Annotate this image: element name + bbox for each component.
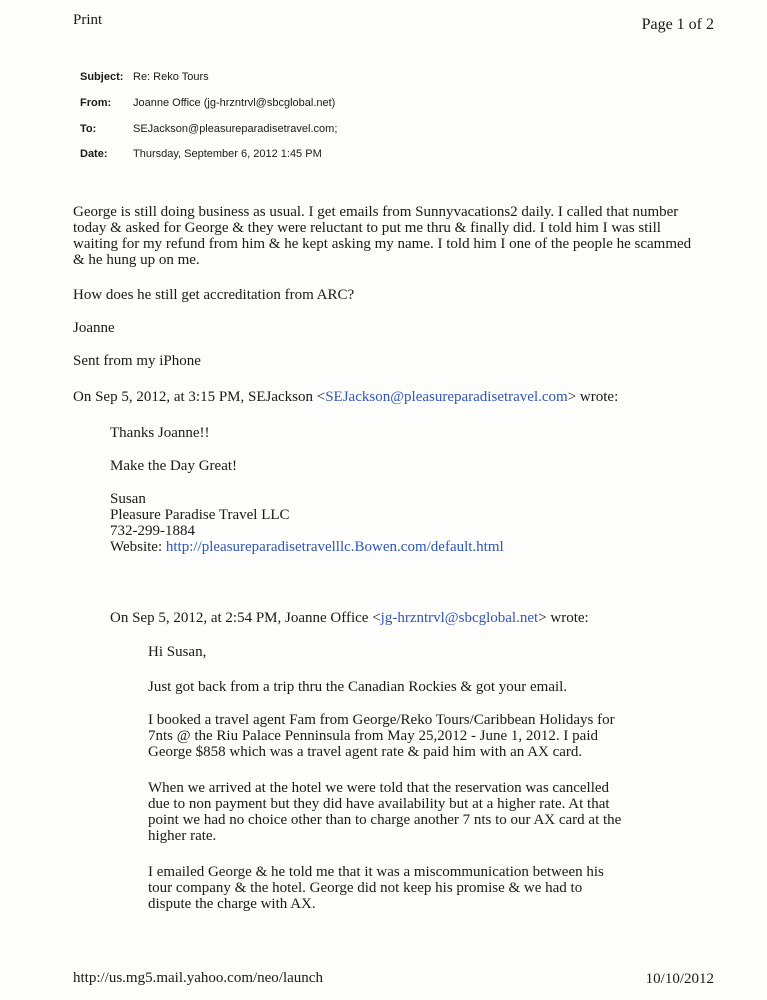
text-line: today & asked for George & they were reluctant to put me thru & finally did. I told him I was still (73, 220, 661, 236)
quote2-intro-post: > wrote: (538, 610, 589, 626)
message-signature: Joanne (73, 320, 115, 336)
sig-website-label: Website: (110, 539, 166, 555)
quote2-paragraph-3 (148, 780, 767, 844)
footer-date: 10/10/2012 (645, 971, 714, 987)
text-line: higher rate. (148, 828, 217, 844)
quote2-paragraph-2 (148, 712, 767, 760)
from-value: Joanne Office (jg-hrzntrvl@sbcglobal.net) (133, 97, 336, 109)
date-value: Thursday, September 6, 2012 1:45 PM (133, 148, 322, 160)
quote1-signature (110, 491, 750, 555)
sig-website-row (110, 539, 750, 555)
sig-phone: 732-299-1884 (110, 523, 195, 539)
text-line: point we had no choice other than to charge another 7 nts to our AX card at the (148, 812, 622, 828)
text-line: dispute the charge with AX. (148, 896, 316, 912)
date-label: Date: (80, 148, 108, 160)
quote2-intro-pre: On Sep 5, 2012, at 2:54 PM, Joanne Office < (110, 610, 381, 626)
subject-label: Subject: (80, 71, 124, 83)
message-paragraph-2: How does he still get accreditation from ARC? (73, 287, 355, 303)
quote2-email-link[interactable]: jg-hrzntrvl@sbcglobal.net (380, 610, 539, 626)
sig-company: Pleasure Paradise Travel LLC (110, 507, 290, 523)
page-count: Page 1 of 2 (641, 16, 714, 33)
print-label: Print (73, 12, 103, 28)
text-line: due to non payment but they did have availability but at a higher rate. At that (148, 796, 610, 812)
quote2-intro (110, 610, 750, 626)
quote2-greeting: Hi Susan, (148, 644, 207, 660)
to-label: To: (80, 123, 97, 135)
text-line: I emailed George & he told me that it was a miscommunication between his (148, 864, 604, 880)
message-paragraph-1 (73, 204, 713, 268)
quote2-paragraph-1: Just got back from a trip thru the Canadian Rockies & got your email. (148, 679, 568, 695)
text-line: 7nts @ the Riu Palace Penninsula from May 25,2012 - June 1, 2012. I paid (148, 728, 598, 744)
text-line: George is still doing business as usual. I get emails from Sunnyvacations2 daily. I called that number (73, 204, 679, 220)
sent-from: Sent from my iPhone (73, 353, 201, 369)
sig-name: Susan (110, 491, 146, 507)
text-line: I booked a travel agent Fam from George/Reko Tours/Caribbean Holidays for (148, 712, 615, 728)
text-line: George $858 which was a travel agent rate & paid him with an AX card. (148, 744, 583, 760)
quote1-thanks: Thanks Joanne!! (110, 425, 210, 441)
quote1-email-link[interactable]: SEJackson@pleasureparadisetravel.com (325, 389, 568, 405)
quote1-tagline: Make the Day Great! (110, 458, 238, 474)
text-line: & he hung up on me. (73, 252, 200, 268)
text-line: When we arrived at the hotel we were told that the reservation was cancelled (148, 780, 610, 796)
text-line: waiting for my refund from him & he kept asking my name. I told him I one of the people he scammed (73, 236, 692, 252)
from-label: From: (80, 97, 112, 109)
footer-url: http://us.mg5.mail.yahoo.com/neo/launch (73, 970, 323, 986)
sig-website-link[interactable]: http://pleasureparadisetravelllc.Bowen.com/default.html (165, 539, 504, 555)
quote1-intro-pre: On Sep 5, 2012, at 3:15 PM, SEJackson < (73, 389, 326, 405)
quote1-intro-post: > wrote: (567, 389, 619, 405)
quote2-paragraph-4 (148, 864, 767, 912)
quote1-intro (73, 389, 733, 405)
to-value: SEJackson@pleasureparadisetravel.com; (133, 123, 338, 135)
text-line: tour company & the hotel. George did not keep his promise & we had to (148, 880, 583, 896)
subject-value: Re: Reko Tours (133, 71, 209, 83)
